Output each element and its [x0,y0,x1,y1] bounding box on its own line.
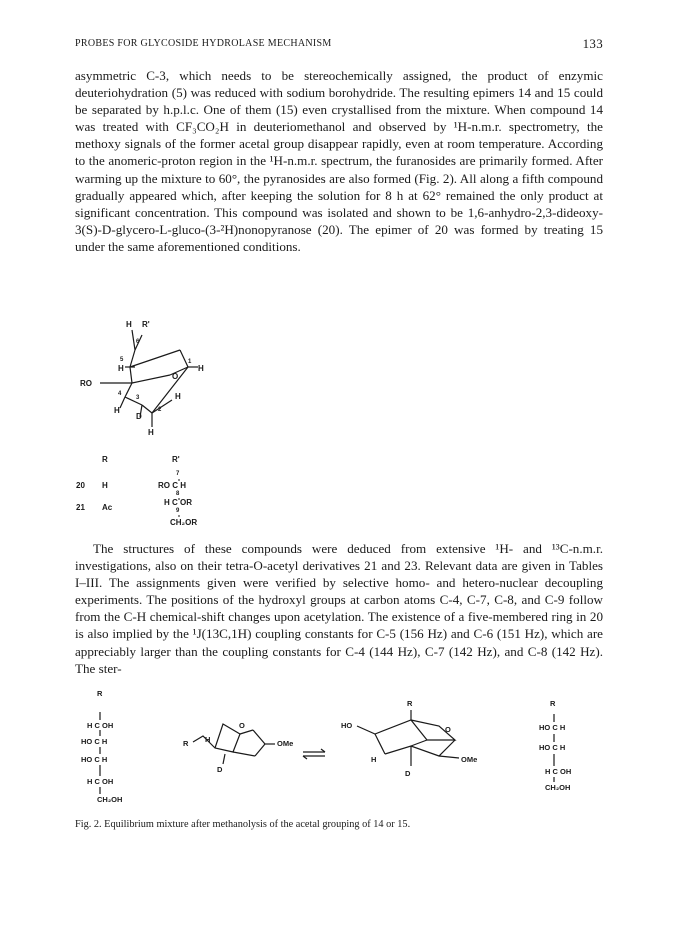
locant-7: 7 [176,471,180,477]
atom-d: D [136,412,142,421]
furanose-d: D [217,765,223,774]
col-head-r: R [102,455,108,464]
pyranose-r: R [407,699,413,708]
furanose-ome: OMe [277,739,294,748]
locant-5: 5 [120,357,124,363]
left-chain-c3: HO C H [81,755,108,764]
left-chain-r: R [97,689,103,698]
furanose-h: H [205,735,211,744]
compound-20-r: H [102,481,108,490]
right-chain-c4: CH₂OH [545,783,571,792]
paragraph-1: asymmetric C-3, which needs to be stereochemically assigned, the product of enzymic deuteriohydration (5) was reduced with sodium borohydride. The resulting epimers 14 and 15 could be separated by h.p.l.c. One of them (15) even crystallised from the mixture. When compound 14 was treated with CF₃CO₂H in deuteriomethanol and observed by ¹H-n.m.r. spectrometry, the methoxy signals of the former acetal group disappear rapidly, even at room temperature. According to the anomeric-proton region in the ¹H-n.m.r. spectrum, the furanosides are primarily formed. After warming up the mixture to 60°, the pyranosides are also formed (Fig. 2). All along a fifth compound gradually appeared which, after keeping the solution for 8 h at 62° remained the only product at significant concentration. This compound was isolated and shown to be 1,6-anhydro-2,3-dideoxy-3(S)-D-glycero-L-gluco-(3-²H)nonopyranose (20). The epimer of 20 was formed by treating 15 under the same aforementioned conditions. [75,68,603,254]
right-chain-c2: HO C H [539,743,566,752]
left-chain-c4: H C OH [87,777,114,786]
pyranose-h: H [371,755,377,764]
pyranose-o: O [445,725,451,734]
right-chain-r: R [550,699,556,708]
atom-h4: H [114,406,120,415]
figure-caption: Fig. 2. Equilibrium mixture after methanolysis of the acetal grouping of 14 or 15. [75,819,411,830]
right-chain-c1: HO C H [539,723,566,732]
atom-h1: H [198,364,204,373]
left-chain-c2: HO C H [81,737,108,746]
running-title: PROBES FOR GLYCOSIDE HYDROLASE MECHANISM [75,38,332,49]
locant-9: 9 [176,508,180,514]
page-number: 133 [582,36,603,51]
running-header [75,38,603,49]
compound-21-r: Ac [102,503,113,512]
right-chain-c3: H C OH [545,767,572,776]
furanose-r: R [183,739,189,748]
atom-h2: H [175,392,181,401]
locant-8: 8 [176,491,180,497]
locant-4: 4 [118,391,122,397]
side-chain-c9: CH₂OR [170,518,198,527]
side-chain-c8: H C OR [164,498,192,507]
pyranose-ho: HO [341,721,353,730]
compound-20: 20 [76,481,85,490]
figure-2-equilibrium-diagram [75,690,603,815]
atom-h2b: H [148,428,154,437]
atom-h5: H [118,364,124,373]
locant-6: 6 [136,339,140,345]
atom-r-prime: R' [142,320,150,329]
atom-ro: RO [80,379,92,388]
compound-21: 21 [76,503,85,512]
pyranose-d: D [405,769,411,778]
locant-1: 1 [188,359,192,365]
paragraph-2: The structures of these compounds were deduced from extensive ¹H- and ¹³C-n.m.r. investigations, also on their tetra-O-acetyl derivatives 21 and 23. Relevant data are given in Tables I–III. The assignments given were verified by selective homo- and hetero-nuclear decoupling experiments. The positions of the hydroxyl groups at carbon atoms C-4, C-7, C-8, and C-9 follow from the C-H chemical-shift changes upon acetylation. The existence of a five-membered ring in 20 is also implied by the ¹J(13C,1H) coupling constants for C-5 (156 Hz) and C-6 (151 Hz), which are appreciably larger than the coupling constants for C-4 (144 Hz), C-7 (142 Hz), and C-8 (142 Hz). The ster- [75,541,603,676]
left-chain-c5: CH₂OH [97,795,123,804]
anhydro-structure-diagram [76,305,280,535]
left-chain-c1: H C OH [87,721,114,730]
side-chain-c7: RO C H [158,481,186,490]
atom-h: H [126,320,132,329]
col-head-r-prime: R' [172,455,180,464]
pyranose-ome: OMe [461,755,478,764]
furanose-o: O [239,721,245,730]
locant-2: 2 [158,407,162,413]
locant-3: 3 [136,395,140,401]
atom-o-ring: O [172,372,179,381]
